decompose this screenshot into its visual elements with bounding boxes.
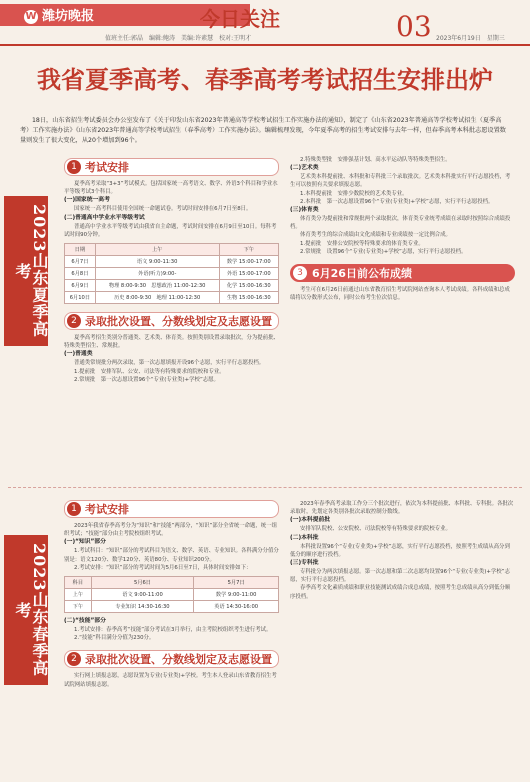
spring-sec1-tag: 1 考试安排: [64, 500, 279, 518]
brand-name: 潍坊晚报: [42, 9, 95, 24]
article-paragraph: 实行网上填报志愿，志愿设置为专业(专业类)+学校。考生本人登录山东省教育招生考试院网站填报志愿。: [64, 673, 277, 688]
summer-exam-schedule-table: [64, 243, 279, 304]
table-cell: 6月10日: [65, 292, 96, 304]
article-paragraph: 普通高中学业水平等级考试由我省自主命题，考试时间安排在6月9日至10日。每科考试时间90分钟。: [64, 223, 277, 238]
article-paragraph: 2023年我省春季高考分为“知识”和“技能”两部分，“知识”部分全省统一命题，统一组织考试；“技能”部分由主考院校组织考试。: [64, 523, 277, 538]
table-header-cell: 5月6日: [91, 577, 194, 589]
summer-sec3-tag: 3 6月26日前公布成绩: [290, 264, 515, 282]
headline: 我省夏季高考、春季高考考试招生安排出炉: [37, 65, 493, 94]
article-paragraph: 2.特殊类型批 安排强基计划、高水平运动队等特殊类型招生。: [300, 157, 451, 163]
table-row: [65, 268, 279, 280]
article-paragraph: 专科批分为两次填报志愿。第一次志愿和第二次志愿均设置96个“专业(专业类)+学校”志愿，实行平行志愿投档。: [290, 569, 510, 584]
section-title: 今日关注: [200, 7, 280, 31]
spring-left-column: [64, 500, 279, 689]
article-subheading: (二)本科批: [290, 534, 319, 541]
article-paragraph: 1.考试安排：春季高考“技能”部分考试在3月举行，由主考院校组织考生进行考试。: [74, 627, 272, 634]
article-subheading: (三)专科批: [290, 560, 319, 567]
article-subheading: (二)艺术类: [290, 165, 319, 172]
table-row: [65, 589, 279, 601]
table-cell: 数学 9:00-11:00: [194, 589, 279, 601]
table-cell: 外语 15:00-17:00: [219, 268, 278, 280]
table-row: [65, 292, 279, 304]
article-paragraph: 体育类分为提前批和常规批两个录取批次，体育类专业统考成绩在录取时按照综合成绩投档。: [290, 216, 511, 231]
spring-side-banner: 2023山东春季高考: [4, 535, 48, 685]
article-paragraph: 春季高考文化素质成绩和职业技能测试成绩合成总成绩，按照考生总成绩从高分到低分顺序投档。: [290, 585, 511, 600]
brand-logo: [24, 5, 94, 24]
spring-right-column: [290, 500, 515, 601]
article-paragraph: 普通类常规批分两次录取，第一次志愿填报开设96个志愿，实行平行志愿投档。: [74, 360, 265, 367]
article-paragraph: 1.提前批 安排军队、公安、司法等有特殊要求的院校和专业。: [74, 368, 225, 375]
table-cell: 6月8日: [65, 268, 96, 280]
article-paragraph: 艺术类本科提前批、本科批和专科批三个录取批次。艺术类本科批实行平行志愿投档，考生可以按照有关要求填报志愿。: [290, 174, 511, 189]
article-paragraph: 国家统一高考科目使用全国统一命题试卷。考试时间安排在6月7日至8日。: [74, 206, 252, 213]
table-cell: 6月9日: [65, 280, 96, 292]
header-rule: [0, 44, 530, 46]
table-header-cell: 下午: [219, 244, 278, 256]
lead-paragraph: 18日，山东省招生考试委员会办公室发布了《关于印发山东省2023年普通高等学校考试招生工作实施办法的通知》，制定了《山东省2023年普通高等学校考试招生（夏季高考）工作实施办法》《山东省2023年普通高等学校考试招生（春季高考）工作实施办法》。编辑梳理发现，今年夏季高考的招生考试安排与去年一样，但春季高考本科批志愿设置数量则发生了很大变化，从20个增加到96个。: [20, 117, 506, 145]
summer-side-banner: 2023山东夏季高考: [4, 196, 48, 346]
article-paragraph: 1.提前批 安排公安院校等特殊要求的体育类专业。: [300, 240, 424, 247]
table-cell: 英语 14:30-16:00: [194, 601, 279, 613]
table-cell: 数学 15:00-17:00: [219, 256, 278, 268]
article-paragraph: 体育类考生的综合成绩由文化成绩和专业成绩按一定比例合成。: [300, 232, 451, 239]
table-header-cell: 科目: [65, 577, 92, 589]
spring-exam-schedule-table: [64, 576, 279, 613]
table-row: [65, 256, 279, 268]
article-paragraph: 2.考试安排：“知识”部分的考试时间为5月6日至7日，具体时间安排如下：: [74, 564, 252, 571]
table-header-cell: 日期: [65, 244, 96, 256]
table-row: [65, 280, 279, 292]
article-subheading: (一)国家统一高考: [64, 197, 110, 204]
table-header-cell: 上午: [95, 244, 219, 256]
article-paragraph: 2.常规批 设置96个“专业(专业类)+学校”志愿，实行平行志愿投档。: [300, 248, 467, 255]
article-subheading: (二)“技能”部分: [64, 618, 106, 625]
issue-date: 2023年6月19日 星期三: [436, 35, 505, 42]
summer-left-column: [64, 158, 279, 384]
table-cell: 语文 9:00-11:30: [95, 256, 219, 268]
article-subheading: (一)本科提前批: [290, 517, 331, 524]
summer-sec2-tag: 2 录取批次设置、分数线划定及志愿设置: [64, 312, 279, 330]
table-cell: 外语(听力)9:00-: [95, 268, 219, 280]
table-row: [65, 601, 279, 613]
brand-mark-icon: W: [25, 10, 37, 22]
table-cell: 专业知识 14:30-16:30: [91, 601, 194, 613]
table-cell: 上午: [65, 589, 92, 601]
summer-sec1-tag: 1 考试安排: [64, 158, 279, 176]
page-number: 03: [396, 10, 432, 43]
table-cell: 语文 9:00-11:00: [91, 589, 194, 601]
page-header: [0, 0, 530, 48]
table-cell: 生物 15:00-16:30: [219, 292, 278, 304]
article-paragraph: 夏季高考采取“3+3”考试模式。包括国家统一高考语文、数学、外语3个科目和学业水平等级考试3个科目。: [64, 181, 278, 196]
article-subheading: (三)体育类: [290, 207, 319, 214]
editor-credits: 值班主任:郭晶 编辑:鲍涛 美编:许素慧 校对:王明才: [105, 35, 252, 42]
table-cell: 化学 15:00-16:30: [219, 280, 278, 292]
article-paragraph: 安排军队院校、公安院校、司法院校等有特殊要求的院校专业。: [300, 526, 451, 533]
section-divider: [8, 487, 522, 489]
article-subheading: (一)普通类: [64, 351, 93, 358]
article-paragraph: 1.本科提前批 安排少数院校的艺术类专业。: [300, 190, 408, 197]
summer-right-column: [290, 156, 515, 302]
article-paragraph: 2.“技能”科目满分分值为230分。: [74, 635, 155, 642]
article-paragraph: 考生可在6月26日前通过山东省教育招生考试院网站查询本人考试成绩。各科成绩和总成绩将以分数形式公布，同时公布考生位次信息。: [290, 287, 510, 302]
table-cell: 历史 8:00-9:30 地理 11:00-12:30: [95, 292, 219, 304]
table-header-cell: 5月7日: [194, 577, 279, 589]
table-cell: 6月7日: [65, 256, 96, 268]
table-cell: 下午: [65, 601, 92, 613]
article-paragraph: 本科批设置96个“专业(专业类)+学校”志愿，实行平行志愿投档，按照考生成绩从高分到低分的顺序进行投档。: [290, 543, 510, 558]
article-subheading: (二)普通高中学业水平等级考试: [64, 214, 145, 221]
article-paragraph: 2.本科批 第一次志愿设置96个“专业(专业类)+学校”志愿，实行平行志愿投档。: [300, 198, 494, 205]
article-paragraph: 2.常规批 第一次志愿设置96个“专业(专业类)+学校”志愿。: [74, 376, 219, 383]
article-paragraph: 夏季高考招生类别分普通类、艺术类、体育类。按照类别设置录取批次，分为提前批、特殊类型招生、常规批。: [64, 335, 279, 350]
article-paragraph: 2023年春季高考录取工作分三个批次进行，依次为本科提前批、本科批、专科批。各批次录取时，先划定各类别各批次录取控制分数线。: [290, 501, 514, 516]
table-cell: 物理 8:00-9:30 思想政治 11:00-12:30: [95, 280, 219, 292]
spring-sec2-tag: 2 录取批次设置、分数线划定及志愿设置: [64, 650, 279, 668]
article-subheading: (一)“知识”部分: [64, 539, 106, 546]
article-paragraph: 1.考试科目：“知识”部分的考试科目为语文、数学、英语、专业知识。各科满分分值分别是：语文120分、数学120分、英语80分、专业知识200分。: [64, 548, 279, 563]
